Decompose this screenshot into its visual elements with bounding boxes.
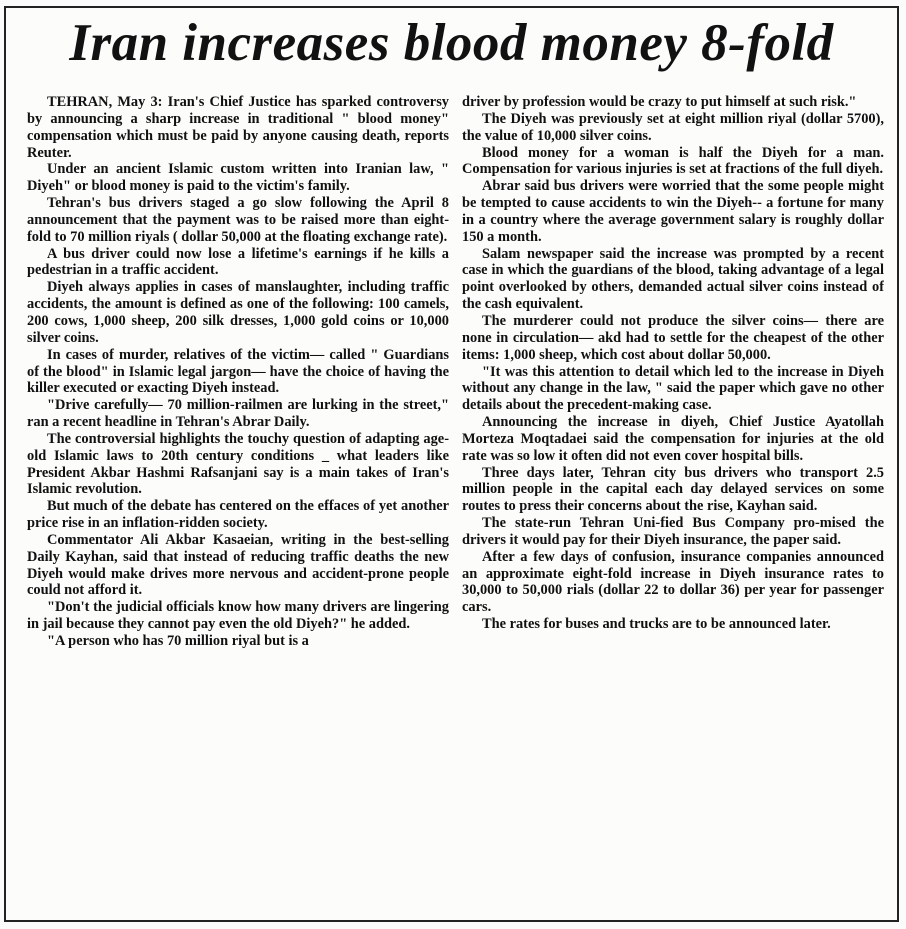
paragraph: The Diyeh was previously set at eight million riyal (dollar 5700), the value of 10,000 silver coins. xyxy=(462,110,884,144)
paragraph: The rates for buses and trucks are to be announced later. xyxy=(482,616,831,633)
paragraph-continued: driver by profession would be crazy to put himself at such risk." xyxy=(462,94,857,110)
headline: Iran increases blood money 8-fold xyxy=(69,14,834,72)
paragraph: Blood money for a woman is half the Diyeh for a man. Compensation for various injuries is set at fractions of the full diyeh. xyxy=(462,144,884,178)
paragraph: But much of the debate has centered on the effaces of yet another price rise in an inflation-ridden society. xyxy=(27,498,449,532)
right-column xyxy=(462,94,884,924)
paragraph: A bus driver could now lose a lifetime's earnings if he kills a pedestrian in a traffic accident. xyxy=(27,245,449,279)
paragraph: "A person who has 70 million riyal but is a xyxy=(47,633,309,649)
paragraph: "Drive carefully— 70 million-railmen are lurking in the street," ran a recent headline in Tehran's Abrar Daily. xyxy=(27,397,449,431)
left-column xyxy=(27,94,449,924)
paragraph: "It was this attention to detail which led to the increase in Diyeh without any change in the law, " said the paper which gave no other details about the precedent-making case. xyxy=(462,363,884,414)
paragraph: The state-run Tehran Uni-fied Bus Company pro-mised the drivers it would pay for their Diyeh insurance, the paper said. xyxy=(462,515,884,548)
paragraph: The controversial highlights the touchy question of adapting age-old Islamic laws to 20th century conditions _ what leaders like President Akbar Hashmi Rafsanjani say is a main takes of Iran's Islamic revolution. xyxy=(27,430,449,498)
paragraph: After a few days of confusion, insurance companies announced an approximate eight-fold increase in Diyeh insurance rates to 30,000 to 50,000 rials (dollar 22 to dollar 36) per year for passenger cars. xyxy=(462,548,884,616)
paragraph: Announcing the increase in diyeh, Chief Justice Ayatollah Morteza Moqtadaei said the compensation for injuries at the old rate was so low it often did not even cover hospital bills. xyxy=(462,414,884,464)
paragraph: TEHRAN, May 3: Iran's Chief Justice has sparked controversy by announcing a sharp increase in traditional " blood money" compensation which must be paid by anyone causing death, reports Reuter. xyxy=(27,94,449,161)
article-frame xyxy=(4,6,899,922)
paragraph: Tehran's bus drivers staged a go slow following the April 8 announcement that the payment was to be raised more than eight-fold to 70 million riyals ( dollar 50,000 at the floating exchange rate). xyxy=(27,195,449,245)
paragraph: The murderer could not produce the silver coins— there are none in circulation— akd had to settle for the cheapest of the other items: 1,000 sheep, which cost about dollar 50,000. xyxy=(462,312,884,363)
paragraph: Diyeh always applies in cases of manslaughter, including traffic accidents, the amount is defined as one of the following: 100 camels, 200 cows, 1,000 sheep, 200 silk dresses, 1,000 gold coins or 10,000 silver coins. xyxy=(27,279,449,346)
paragraph: Abrar said bus drivers were worried that the some people might be tempted to cause accidents to win the Diyeh-- a fortune for many in a country where the average government salary is roughly dollar 150 a month. xyxy=(462,178,884,245)
paragraph: Under an ancient Islamic custom written into Iranian law, " Diyeh" or blood money is paid to the victim's family. xyxy=(27,161,449,195)
paragraph: Three days later, Tehran city bus drivers who transport 2.5 million people in the capital each day delayed services on some routes to press their concerns about the rise, Kayhan said. xyxy=(462,464,884,515)
paragraph: In cases of murder, relatives of the victim— called " Guardians of the blood" in Islamic legal jargon— have the choice of having the killer executed or exacting Diyeh instead. xyxy=(27,346,449,397)
paragraph: "Don't the judicial officials know how many drivers are lingering in jail because they cannot pay even the old Diyeh?" he added. xyxy=(27,599,449,633)
paragraph: Commentator Ali Akbar Kasaeian, writing in the best-selling Daily Kayhan, said that instead of reducing traffic deaths the new Diyeh would make drives more nervous and accident-prone people could not afford it. xyxy=(27,531,449,599)
paragraph: Salam newspaper said the increase was prompted by a recent case in which the guardians of the blood, taking advantage of a legal point overlooked by others, demanded actual silver coins instead of the cash equivalent. xyxy=(462,245,884,313)
